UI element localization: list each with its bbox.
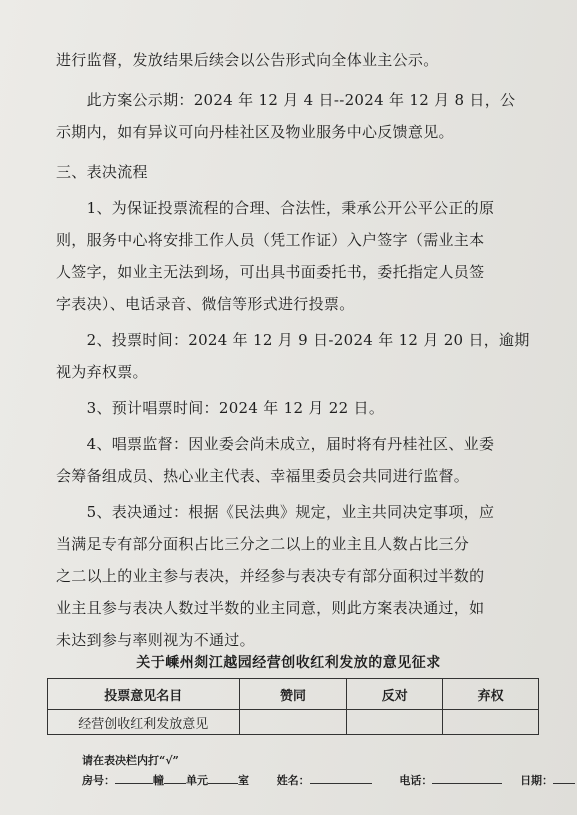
oppose-cell[interactable] <box>347 710 443 735</box>
form-note: 请在表决栏内打“√” <box>82 754 179 767</box>
header-approve: 赞同 <box>239 679 347 710</box>
vote-table <box>47 678 539 735</box>
paragraph-line: 当满足专有部分面积占比三分之二以上的业主且人数占比三分 <box>56 535 470 553</box>
section-heading: 三、表决流程 <box>56 163 148 181</box>
room-label: 房号： <box>82 774 115 787</box>
paragraph-line: 人签字，如业主无法到场，可出具书面委托书，委托指定人员签 <box>56 263 485 281</box>
paragraph-line: 视为弃权票。 <box>56 363 148 381</box>
form-title: 关于嵊州剡江越园经营创收红利发放的意见征求 <box>136 655 441 671</box>
date-blank[interactable] <box>553 773 575 784</box>
header-oppose: 反对 <box>347 679 443 710</box>
paragraph-line: 5、表决通过：根据《民法典》规定，业主共同决定事项，应 <box>56 503 495 521</box>
table-row <box>48 710 539 735</box>
paragraph-line: 3、预计唱票时间：2024 年 12 月 22 日。 <box>56 399 385 417</box>
paragraph-line: 会筹备组成员、热心业主代表、幸福里委员会共同进行监督。 <box>56 467 470 485</box>
paragraph-line: 2、投票时间：2024 年 12 月 9 日-2024 年 12 月 20 日，逾期 <box>56 331 530 349</box>
paragraph-line: 业主且参与表决人数过半数的业主同意，则此方案表决通过，如 <box>56 599 485 617</box>
paragraph-line: 4、唱票监督：因业委会尚未成立，届时将有丹桂社区、业委 <box>56 435 495 453</box>
paragraph-line: 字表决）、电话录音、微信等形式进行投票。 <box>56 295 355 313</box>
table-header-row <box>48 679 539 710</box>
row-label: 经营创收红利发放意见 <box>48 710 240 735</box>
owner-info-row <box>82 772 552 788</box>
header-item: 投票意见名目 <box>48 679 240 710</box>
room-blank[interactable] <box>208 773 238 784</box>
paragraph-line: 之二以上的业主参与表决，并经参与表决专有部分面积过半数的 <box>56 567 485 585</box>
paragraph-line: 示期内，如有异议可向丹桂社区及物业服务中心反馈意见。 <box>56 123 454 141</box>
phone-label: 电话： <box>399 774 433 787</box>
approve-cell[interactable] <box>239 710 347 735</box>
paragraph-line: 未达到参与率则视为不通过。 <box>56 631 255 649</box>
paragraph-line: 1、为保证投票流程的合理、合法性，秉承公开公平公正的原 <box>56 199 495 217</box>
name-blank[interactable] <box>310 773 372 784</box>
phone-blank[interactable] <box>432 773 502 784</box>
paragraph-line: 则，服务中心将安排工作人员（凭工作证）入户签字（需业主本 <box>56 231 485 249</box>
paragraph-line: 进行监督，发放结果后续会以公告形式向全体业主公示。 <box>56 51 439 69</box>
room-suffix: 室 <box>238 774 249 787</box>
abstain-cell[interactable] <box>443 710 539 735</box>
building-blank[interactable] <box>115 773 153 784</box>
paragraph-line: 此方案公示期：2024 年 12 月 4 日--2024 年 12 月 8 日，公 <box>56 91 516 109</box>
date-label: 日期： <box>520 774 554 787</box>
name-label: 姓名： <box>276 774 310 787</box>
header-abstain: 弃权 <box>443 679 539 710</box>
building-suffix: 幢 <box>153 774 164 787</box>
unit-suffix: 单元 <box>186 774 208 787</box>
unit-blank[interactable] <box>164 773 186 784</box>
